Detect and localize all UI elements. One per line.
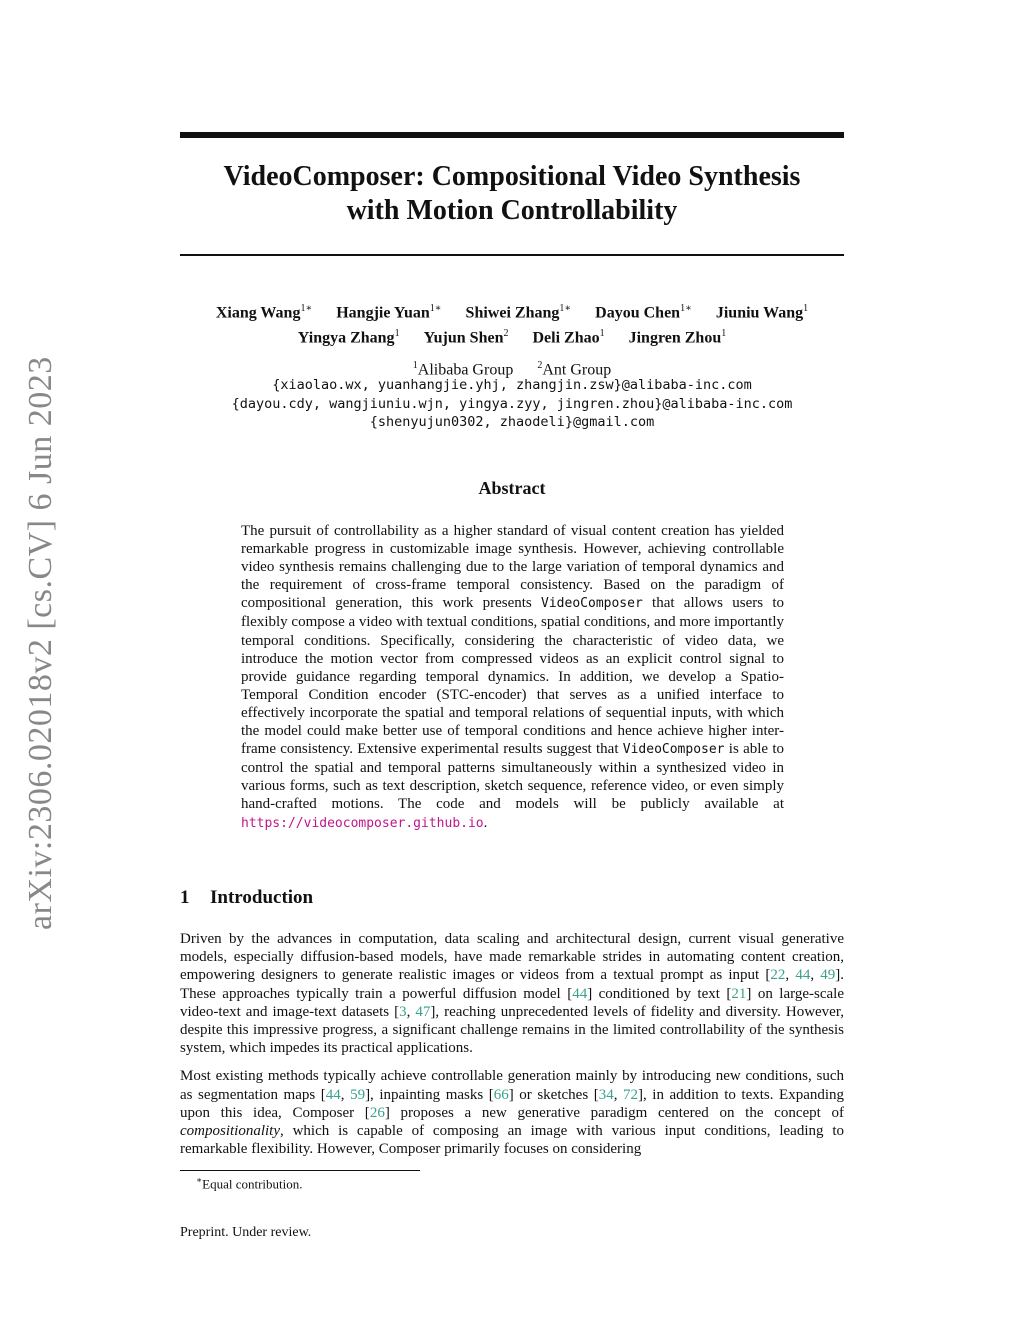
- citation-link[interactable]: 47: [415, 1003, 431, 1020]
- affiliation: $^1$Alibaba Group: [412, 360, 514, 379]
- email-line: {shenyujun0302, zhaodeli}@gmail.com: [369, 414, 655, 430]
- author: Jiuniu Wang$^1$: [715, 303, 809, 322]
- footnote-rule: [180, 1170, 420, 1171]
- citation-link[interactable]: 44: [795, 967, 811, 984]
- citation-link[interactable]: 3: [399, 1003, 407, 1020]
- author: Shiwei Zhang$^{1∗}$: [465, 303, 572, 322]
- author: Dayou Chen$^{1∗}$: [595, 303, 692, 322]
- author: Yingya Zhang$^1$: [297, 328, 400, 347]
- paper-title: [180, 160, 844, 228]
- title-top-rule: [180, 132, 844, 138]
- citation-link[interactable]: 21: [731, 985, 747, 1002]
- email-list: [180, 376, 844, 432]
- email-line: {dayou.cdy, wangjiuniu.wjn, yingya.zyy, jingren.zhou}@alibaba-inc.com: [231, 395, 793, 412]
- emphasis: compositionality: [180, 1123, 280, 1140]
- method-name: VideoComposer: [541, 596, 643, 612]
- project-url-link[interactable]: https://videocomposer.github.io: [241, 815, 484, 831]
- section-title: Introduction: [210, 887, 314, 908]
- author: Jingren Zhou$^1$: [628, 328, 727, 347]
- citation-link[interactable]: 22: [770, 967, 786, 984]
- citation-link[interactable]: 72: [623, 1086, 638, 1103]
- citation-link[interactable]: 49: [820, 967, 836, 984]
- title-line-2: with Motion Controllability: [346, 195, 678, 226]
- author: Yujun Shen$^2$: [423, 328, 509, 347]
- title-line-1: VideoComposer: Compositional Video Synthesis: [223, 161, 801, 192]
- author-list: [180, 298, 844, 349]
- footnote: ∗Equal contribution.: [196, 1175, 303, 1192]
- arxiv-stamp: arXiv:2306.02018v2 [cs.CV] 6 Jun 2023: [22, 356, 59, 930]
- author: Hangjie Yuan$^{1∗}$: [336, 303, 442, 322]
- citation-link[interactable]: 66: [493, 1086, 509, 1103]
- citation-link[interactable]: 59: [350, 1086, 366, 1103]
- abstract-body: The pursuit of controllability as a higher standard of visual content creation has yielded remarkable progress in customizable image synthesis. However, achieving controllable video synthesis remains challenging due to the large variation of temporal dynamics and the requirement of cross-frame temporal consistency. Based on the paradigm of compositional generation, this work presents VideoComposer that allows users to flexibly compose a video with textual conditions, spatial conditions, and more importantly temporal conditions. Specifically, considering the characteristic of video data, we introduce the motion vector from compressed videos as an explicit control signal to provide guidance regarding temporal dynamics. In addition, we develop a Spatio-Temporal Condition encoder (STC-encoder) that serves as a unified interface to effectively incorporate the spatial and temporal relations of sequential inputs, with which the model could make better use of temporal conditions and hence achieve higher inter-frame consistency. Extensive experimental results suggest that VideoComposer is able to control the spatial and temporal patterns simultaneously within a synthesized video in various forms, such as text description, sketch sequence, reference video, or even simply hand-crafted motions. The code and models will be publicly available at https://videocomposer.github.io.: [241, 523, 784, 831]
- title-bottom-rule: [180, 254, 844, 256]
- preprint-note: Preprint. Under review.: [180, 1225, 312, 1240]
- affiliation: $^2$Ant Group: [537, 360, 612, 379]
- section-heading: [180, 887, 313, 909]
- citation-link[interactable]: 44: [572, 985, 588, 1002]
- citation-link[interactable]: 26: [369, 1104, 385, 1121]
- paragraph: Most existing methods typically achieve controllable generation mainly by introducing new conditions, such as segmentation maps [44, 59], inpainting masks [66] or sketches [34, 72], in addition to texts. Expanding upon this idea, Composer [26] proposes a new generative paradigm centered on the concept of compositionality, which is capable of composing an image with various input conditions, leading to remarkable flexibility. However, Composer primarily focuses on considering: [180, 1068, 845, 1158]
- citation-link[interactable]: 34: [598, 1086, 614, 1103]
- citation-link[interactable]: 44: [325, 1086, 341, 1103]
- intro-body: [180, 930, 844, 1168]
- paragraph: Driven by the advances in computation, data scaling and architectural design, current visual generative models, especially diffusion-based models, have made remarkable strides in automating content creation, empowering designers to generate realistic images or videos from a textual prompt as input [22, 44, 49]. These approaches typically train a powerful diffusion model [44] conditioned by text [21] on large-scale video-text and image-text datasets [3, 47], reaching unprecedented levels of fidelity and diversity. However, despite this impressive progress, a significant challenge remains in the limited controllability of the synthesis system, which impedes its practical applications.: [180, 931, 844, 1057]
- author: Deli Zhao$^1$: [532, 328, 605, 347]
- method-name: VideoComposer: [622, 742, 725, 758]
- email-line: {xiaolao.wx, yuanhangjie.yhj, zhangjin.zsw}@alibaba-inc.com: [272, 377, 752, 393]
- abstract-heading: Abstract: [478, 478, 546, 498]
- author: Xiang Wang$^{1∗}$: [215, 303, 313, 322]
- section-number: 1: [180, 887, 190, 908]
